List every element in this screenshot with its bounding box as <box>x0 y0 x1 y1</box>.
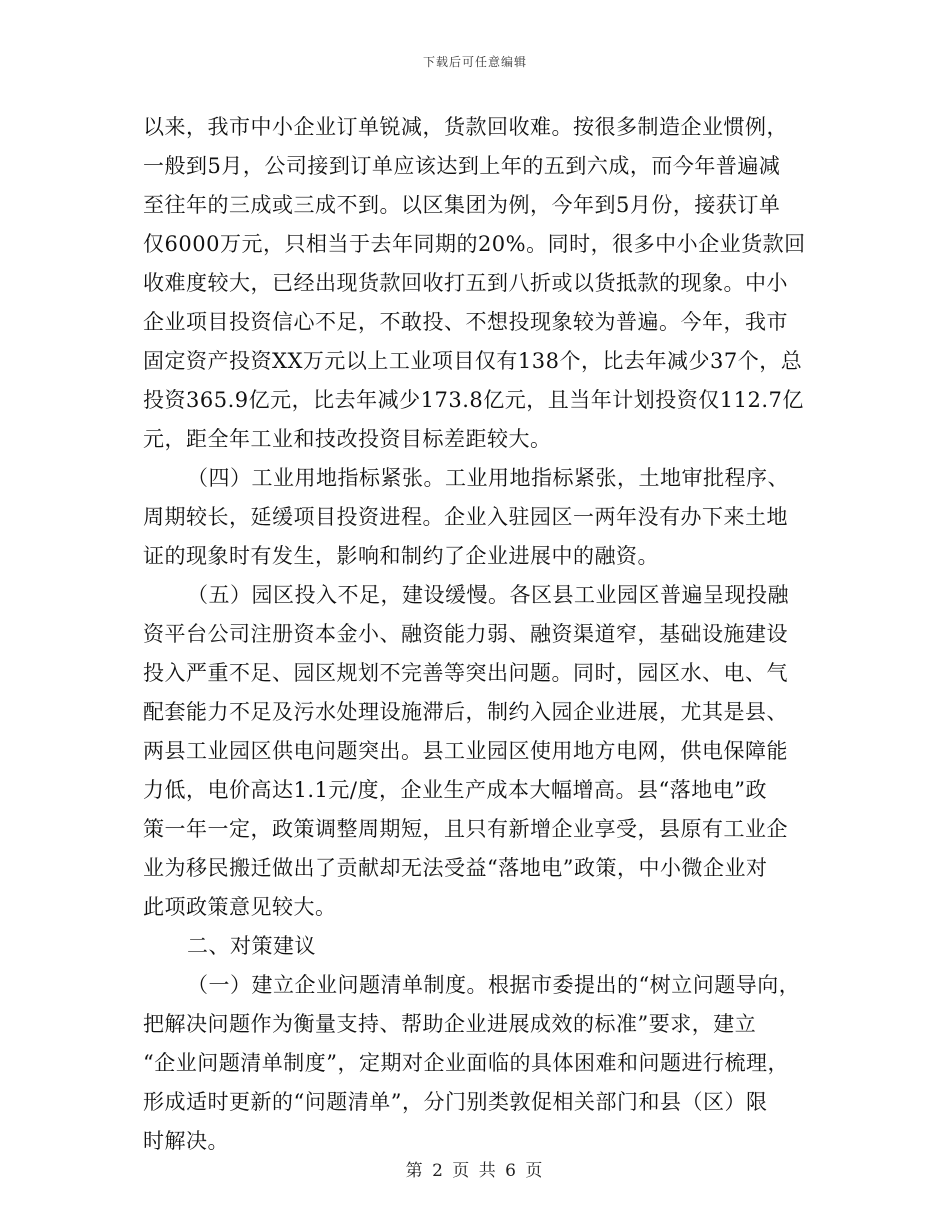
section-heading-line: （四）工业用地指标紧张。工业用地指标紧张，土地审批程序、 <box>187 466 789 490</box>
text-line: 周期较长，延缓项目投资进程。企业入驻园区一两年没有办下来土地 <box>143 505 788 529</box>
text-line: 把解决问题作为衡量支持、帮助企业进展成效的标准”要求，建立 <box>143 1012 757 1036</box>
text-line: 投资365.9亿元，比去年减少173.8亿元，且当年计划投资仅112.7亿 <box>143 388 804 412</box>
text-line: 收难度较大，已经出现货款回收打五到八折或以货抵款的现象。中小 <box>143 271 788 295</box>
text-line: 一般到5月，公司接到订单应该达到上年的五到六成，而今年普遍减 <box>143 154 781 178</box>
section-heading-line: （一）建立企业问题清单制度。根据市委提出的“树立问题导向， <box>187 973 801 997</box>
text-line: 投入严重不足、园区规划不完善等突出问题。同时，园区水、电、气 <box>143 661 788 685</box>
text-line: “企业问题清单制度”，定期对企业面临的具体困难和问题进行梳理， <box>143 1051 789 1075</box>
chapter-heading: 二、对策建议 <box>187 934 316 958</box>
text-line: 资平台公司注册资本金小、融资能力弱、融资渠道窄，基础设施建设 <box>143 622 788 646</box>
page-header: 下载后可任意编辑 <box>422 55 527 69</box>
page-footer: 第 2 页 共 6 页 <box>405 1161 545 1181</box>
text-line: 策一年一定，政策调整周期短，且只有新增企业享受，县原有工业企 <box>143 817 788 841</box>
text-line: 至往年的三成或三成不到。以区集团为例，今年到5月份，接获订单 <box>143 193 781 217</box>
text-line: 此项政策意见较大。 <box>143 895 337 919</box>
text-line: 企业项目投资信心不足，不敢投、不想投现象较为普遍。今年，我市 <box>143 310 788 334</box>
text-line: 配套能力不足及污水处理设施滞后，制约入园企业进展，尤其是县、 <box>143 700 788 724</box>
text-line: 两县工业园区供电问题突出。县工业园区使用地方电网，供电保障能 <box>143 739 788 763</box>
text-line: 元，距全年工业和技改投资目标差距较大。 <box>143 427 552 451</box>
text-line: 证的现象时有发生，影响和制约了企业进展中的融资。 <box>143 544 659 568</box>
text-line: 时解决。 <box>143 1129 229 1153</box>
text-line: 力低，电价高达1.1元/度，企业生产成本大幅增高。县“落地电”政 <box>143 778 767 802</box>
text-line: 以来，我市中小企业订单锐减，货款回收难。按很多制造企业惯例， <box>143 115 788 139</box>
body-text <box>143 108 811 1161</box>
section-heading-line: （五）园区投入不足，建设缓慢。各区县工业园区普遍呈现投融 <box>187 583 789 607</box>
text-line: 固定资产投资XX万元以上工业项目仅有138个，比去年减少37个，总 <box>143 349 803 373</box>
text-line: 仅6000万元，只相当于去年同期的20%。同时，很多中小企业货款回 <box>143 232 806 256</box>
text-line: 业为移民搬迁做出了贡献却无法受益“落地电”政策，中小微企业对 <box>143 856 768 880</box>
text-line: 形成适时更新的“问题清单”，分门别类敦促相关部门和县（区）限 <box>143 1090 768 1114</box>
